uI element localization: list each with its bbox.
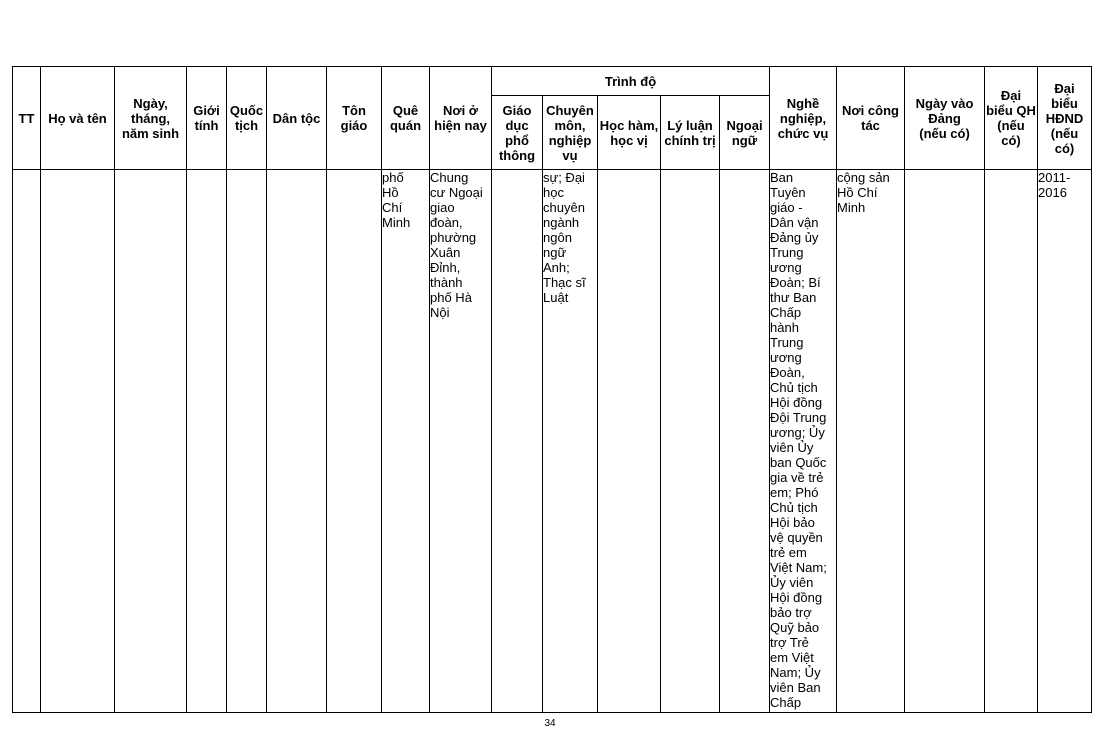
cell-noi-cong-tac: cộng sản Hồ Chí Minh [837, 170, 905, 713]
cell-ngay-sinh [115, 170, 187, 713]
page-number: 34 [544, 718, 556, 729]
header-ngoai-ngu: Ngoại ngữ [720, 96, 770, 170]
header-ngay-vao-dang: Ngày vào Đảng (nếu có) [905, 67, 985, 170]
header-dai-bieu-qh: Đại biểu QH (nếu có) [985, 67, 1038, 170]
header-que-quan: Quê quán [382, 67, 430, 170]
table-row [13, 170, 1092, 713]
cell-hoc-ham [598, 170, 661, 713]
cell-ngay-vao-dang [905, 170, 985, 713]
header-ho-ten: Họ và tên [41, 67, 115, 170]
cell-ho-ten [41, 170, 115, 713]
header-ly-luan: Lý luận chính trị [661, 96, 720, 170]
header-tt: TT [13, 67, 41, 170]
header-trinh-do: Trình độ [492, 67, 770, 96]
header-dan-toc: Dân tộc [267, 67, 327, 170]
header-noi-cong-tac: Nơi công tác [837, 67, 905, 170]
cell-tt [13, 170, 41, 713]
cell-dan-toc [267, 170, 327, 713]
cell-giao-duc [492, 170, 543, 713]
header-noi-o: Nơi ở hiện nay [430, 67, 492, 170]
cell-ngoai-ngu [720, 170, 770, 713]
cell-ly-luan [661, 170, 720, 713]
header-ton-giao: Tôn giáo [327, 67, 382, 170]
cell-gioi-tinh [187, 170, 227, 713]
header-dai-bieu-hdnd: Đại biểu HĐND (nếu có) [1038, 67, 1092, 170]
header-hoc-ham: Học hàm, học vị [598, 96, 661, 170]
cell-nghe-nghiep: Ban Tuyên giáo - Dân vận Đảng ủy Trung ương Đoàn; Bí thư Ban Chấp hành Trung ương Đoàn, Chủ tịch Hội đồng Đội Trung ương; Ủy viên Ủy ban Quốc gia về trẻ em; Phó Chủ tịch Hội bảo vệ quyền trẻ em Việt Nam; Ủy viên Hội đồng bảo trợ Quỹ bảo trợ Trẻ em Việt Nam; Ủy viên Ban Chấp [770, 170, 837, 713]
cell-dai-bieu-hdnd: 2011- 2016 [1038, 170, 1092, 713]
cell-que-quan: phố Hồ Chí Minh [382, 170, 430, 713]
candidate-table [12, 66, 1092, 713]
header-ngay-sinh: Ngày, tháng, năm sinh [115, 67, 187, 170]
header-giao-duc: Giáo dục phổ thông [492, 96, 543, 170]
cell-chuyen-mon: sự; Đại học chuyên ngành ngôn ngữ Anh; Thạc sĩ Luật [543, 170, 598, 713]
cell-ton-giao [327, 170, 382, 713]
header-quoc-tich: Quốc tịch [227, 67, 267, 170]
header-chuyen-mon: Chuyên môn, nghiệp vụ [543, 96, 598, 170]
cell-quoc-tich [227, 170, 267, 713]
header-nghe-nghiep: Nghề nghiệp, chức vụ [770, 67, 837, 170]
cell-dai-bieu-qh [985, 170, 1038, 713]
cell-noi-o: Chung cư Ngoại giao đoàn, phường Xuân Đỉnh, thành phố Hà Nội [430, 170, 492, 713]
header-gioi-tinh: Giới tính [187, 67, 227, 170]
